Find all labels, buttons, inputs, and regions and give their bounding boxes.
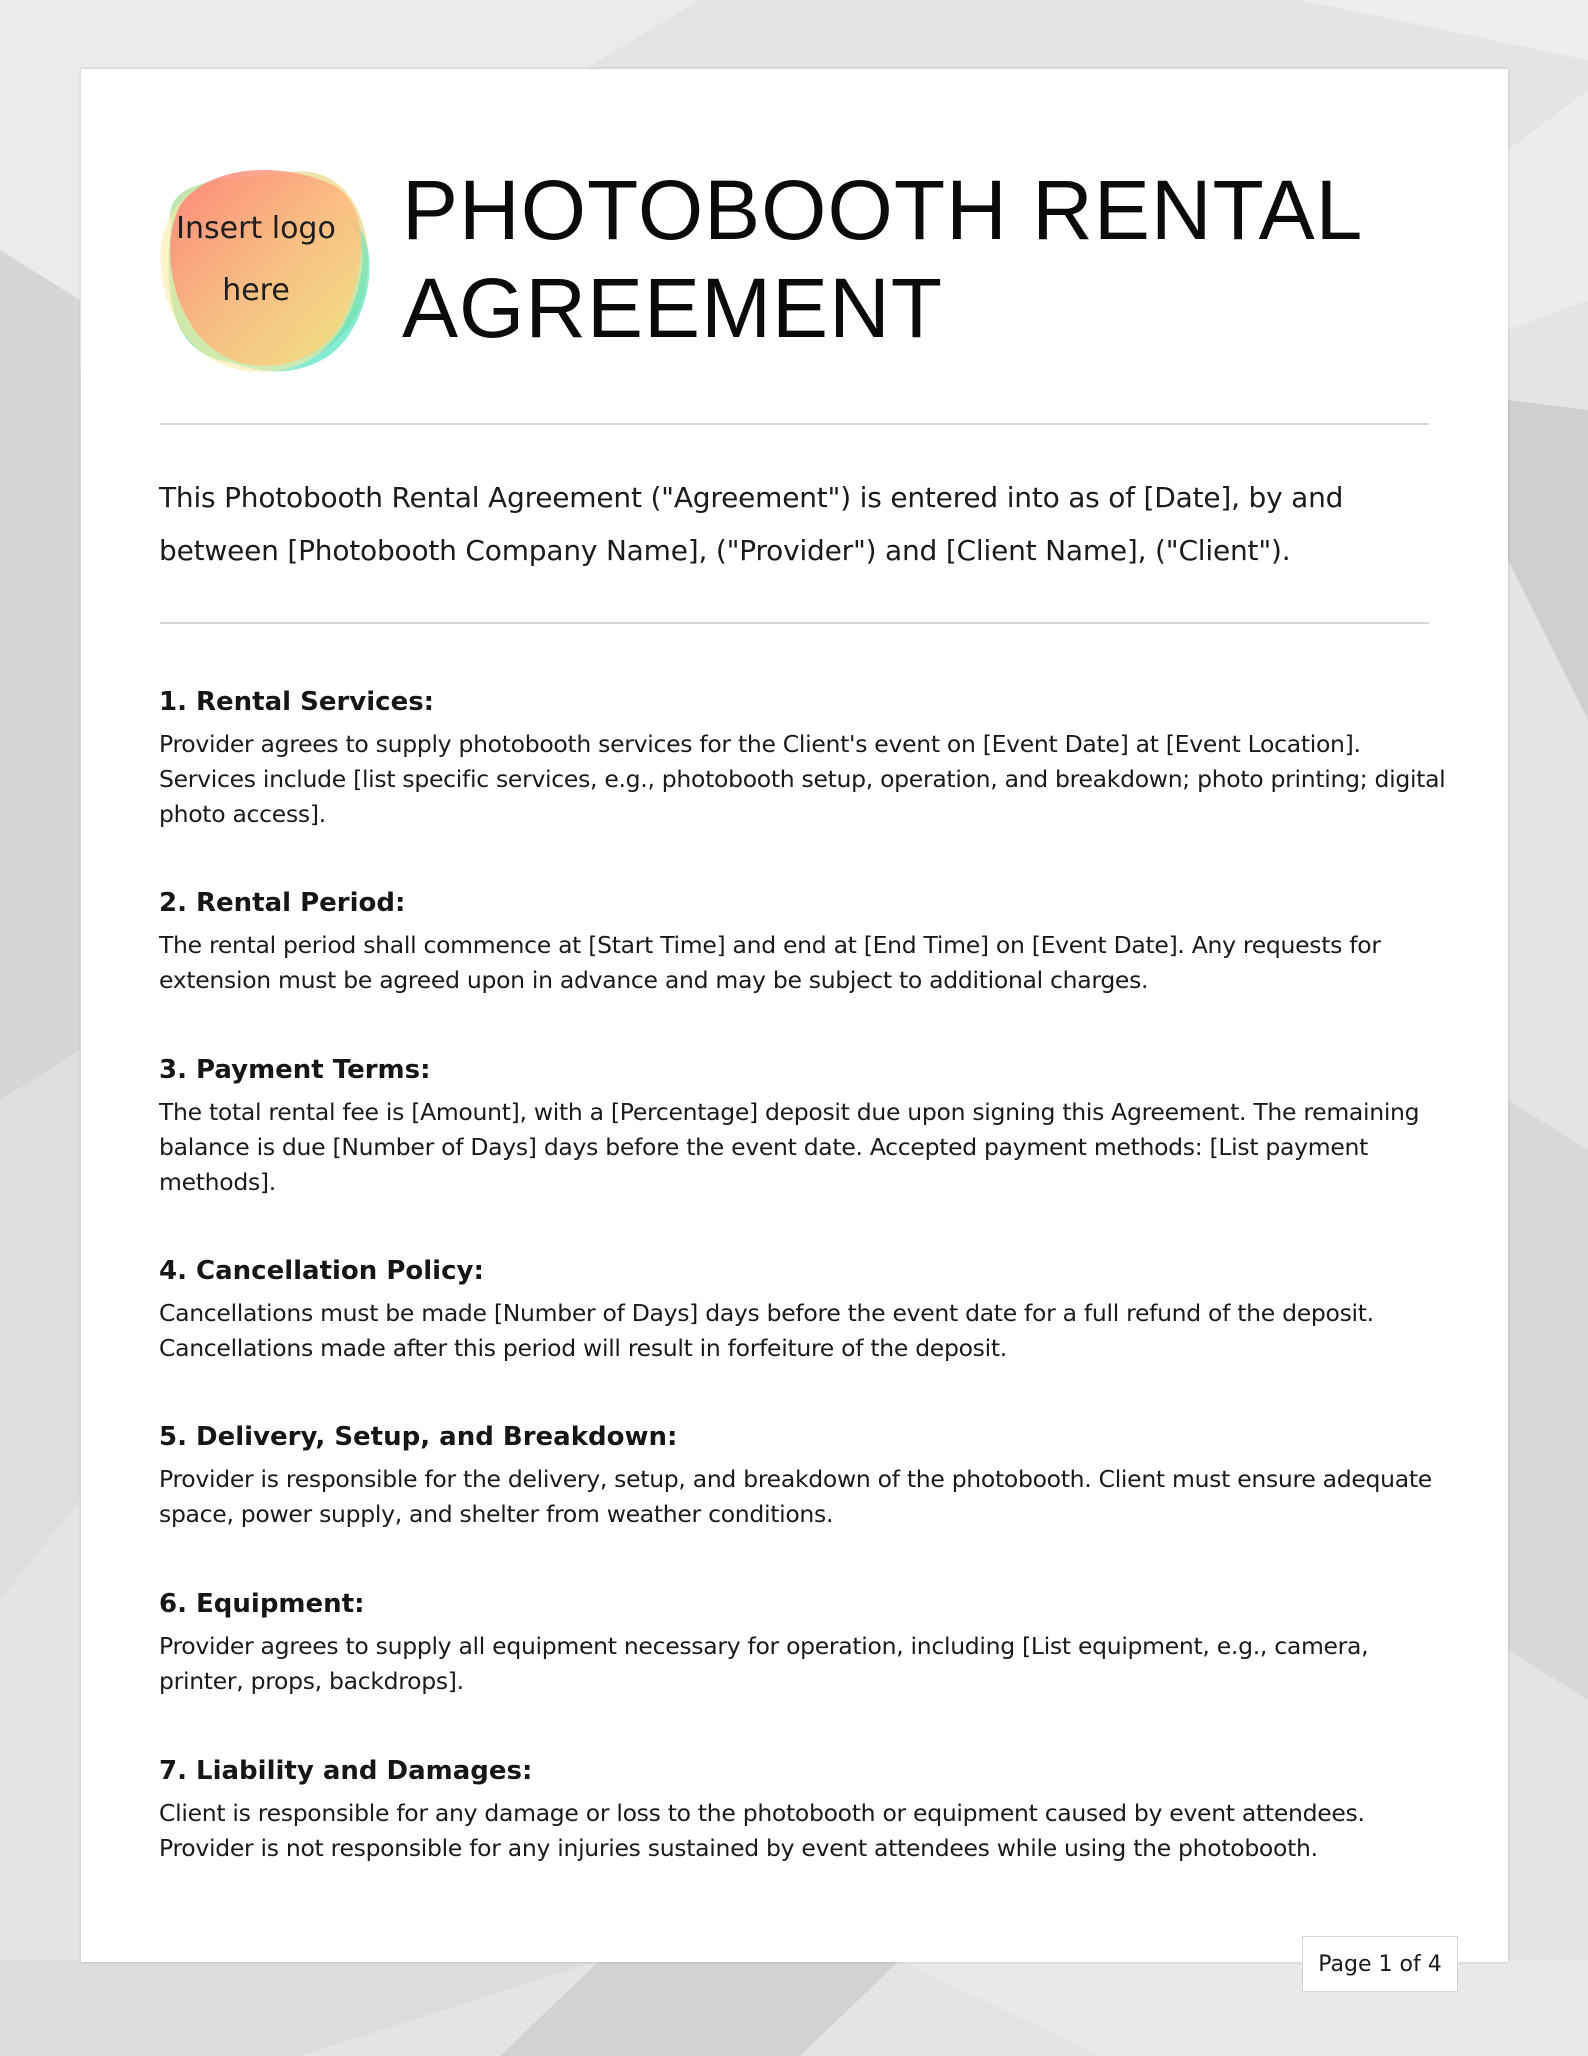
- section-body: The total rental fee is [Amount], with a [Percentage] deposit due upon signing this Agreement. The remaining balance is due [Number of Days] days before the event date. Accepted payment methods: [List payment methods].: [159, 1098, 1420, 1196]
- section-heading: 3. Payment Terms:: [159, 1055, 431, 1085]
- logo-line-2: here: [222, 273, 290, 308]
- section-body: Provider agrees to supply photobooth services for the Client's event on [Event Date] at [Event Location]. Services include [list specific services, e.g., photobooth setup, operation, and breakdown; photo printing; digital photo access].: [159, 730, 1446, 828]
- section-heading: 1. Rental Services:: [159, 687, 435, 717]
- section-body: Provider agrees to supply all equipment necessary for operation, including [List equipment, e.g., camera, printer, props, backdrops].: [159, 1632, 1369, 1695]
- section-equipment: [159, 1587, 1449, 1699]
- section-body: Cancellations must be made [Number of Days] days before the event date for a full refund of the deposit. Cancellations made after this period will result in forfeiture of the deposit.: [159, 1299, 1374, 1362]
- section-heading: 6. Equipment:: [159, 1589, 365, 1619]
- page-indicator: Page 1 of 4: [1302, 1936, 1458, 1992]
- intro-paragraph: This Photobooth Rental Agreement ("Agreement") is entered into as of [Date], by and between [Photobooth Company Name], ("Provider") and [Client Name], ("Client").: [159, 481, 1344, 567]
- section-liability-damages: [159, 1754, 1449, 1866]
- title-line-2: AGREEMENT: [402, 261, 944, 355]
- divider: [160, 423, 1429, 425]
- title-line-1: PHOTOBOOTH RENTAL: [402, 163, 1364, 257]
- document-page: [81, 69, 1508, 1962]
- logo-line-1: Insert logo: [176, 211, 336, 246]
- section-rental-services: [159, 685, 1449, 832]
- logo-placeholder-text: [151, 198, 361, 322]
- logo-placeholder[interactable]: [131, 134, 391, 394]
- section-body: Provider is responsible for the delivery, setup, and breakdown of the photobooth. Client must ensure adequate space, power supply, and shelter from weather conditions.: [159, 1465, 1432, 1528]
- section-cancellation-policy: [159, 1254, 1449, 1366]
- section-heading: 4. Cancellation Policy:: [159, 1256, 484, 1286]
- section-delivery-setup-breakdown: [159, 1420, 1449, 1532]
- document-title: [402, 161, 1462, 357]
- section-payment-terms: [159, 1053, 1449, 1200]
- section-body: The rental period shall commence at [Start Time] and end at [End Time] on [Event Date]. Any requests for extension must be agreed upon in advance and may be subject to additional charges.: [159, 931, 1381, 994]
- section-rental-period: [159, 886, 1449, 998]
- section-heading: 5. Delivery, Setup, and Breakdown:: [159, 1422, 678, 1452]
- section-heading: 7. Liability and Damages:: [159, 1756, 533, 1786]
- section-body: Client is responsible for any damage or loss to the photobooth or equipment caused by event attendees. Provider is not responsible for any injuries sustained by event attendees while using the photobooth.: [159, 1799, 1365, 1862]
- section-heading: 2. Rental Period:: [159, 888, 406, 918]
- divider: [160, 622, 1429, 624]
